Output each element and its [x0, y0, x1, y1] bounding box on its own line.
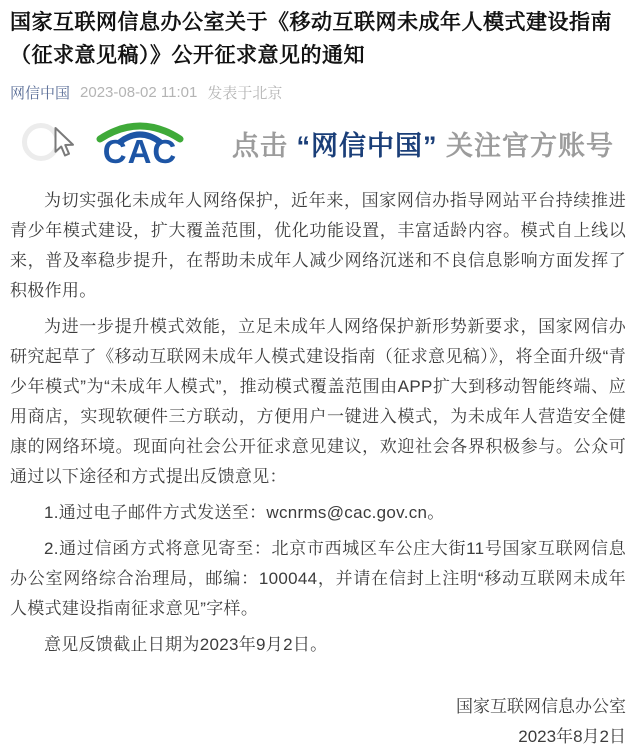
- article-body: [10, 174, 626, 752]
- paragraph-email-channel: 1.通过电子邮件方式发送至：wcnrms@cac.gov.cn。: [44, 503, 445, 522]
- author-link[interactable]: 网信中国: [10, 85, 71, 102]
- signature-block: [10, 692, 626, 752]
- banner-slogan: [232, 124, 614, 163]
- paragraph-consultation: 为进一步提升模式效能，立足未成年人网络保护新形势新要求，国家网信办研究起草了《移动互联网未成年人模式建设指南（征求意见稿）》，将全面升级“青少年模式”为“未成年人模式”，推动模式覆盖范围由APP扩大到移动智能终端、应用商店，实现软硬件三方联动，方便用户一键进入模式，为未成年人营造安全健康的网络环境。现面向社会公开征求意见建议，欢迎社会各界积极参与。公众可通过以下途径和方式提出反馈意见：: [10, 317, 626, 486]
- signature-org: 国家互联网信息办公室: [456, 697, 626, 716]
- paragraph-deadline: 意见反馈截止日期为2023年9月2日。: [44, 635, 328, 654]
- signature-date: 2023年8月2日: [518, 727, 626, 746]
- cac-logo: [86, 117, 194, 169]
- banner-follow-label: 关注官方账号: [446, 130, 615, 161]
- publish-location: 发表于北京: [207, 85, 283, 102]
- click-animation: [22, 119, 86, 167]
- cac-logo-text: CAC: [102, 133, 178, 170]
- banner-click-label: 点击: [231, 130, 288, 161]
- paragraph-intro: 为切实强化未成年人网络保护，近年来，国家网信办指导网站平台持续推进青少年模式建设，扩大覆盖范围，优化功能设置，丰富适龄内容。模式自上线以来，普及率稳步提升，在帮助未成年人减少网络沉迷和不良信息影响方面发挥了积极作用。: [10, 191, 626, 300]
- paragraph-mail-channel: 2.通过信函方式将意见寄至：北京市西城区车公庄大街11号国家互联网信息办公室网络综合治理局，邮编：100044，并请在信封上注明“移动互联网未成年人模式建设指南征求意见”字样。: [10, 539, 626, 618]
- publish-datetime: 2023-08-02 11:01: [80, 84, 198, 101]
- mouse-cursor-icon: [48, 125, 78, 161]
- article-meta: [10, 82, 626, 103]
- page-title: 国家互联网信息办公室关于《移动互联网未成年人模式建设指南（征求意见稿）》公开征求意见的通知: [10, 11, 612, 67]
- follow-account-banner[interactable]: [10, 112, 626, 174]
- banner-account-name: “网信中国”: [296, 130, 438, 161]
